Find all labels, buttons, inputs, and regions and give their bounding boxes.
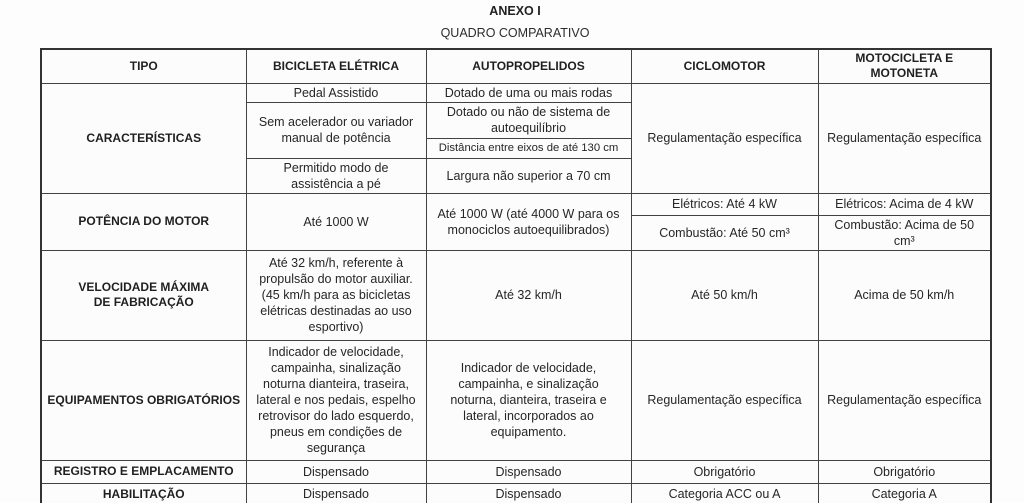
- cell-potencia-ciclomotor-eletricos: Elétricos: Até 4 kW: [631, 193, 818, 215]
- cell-potencia-motocicleta-eletricos: Elétricos: Acima de 4 kW: [818, 193, 991, 215]
- table-row: [41, 193, 991, 215]
- cell-registro-ciclomotor: Obrigatório: [631, 460, 818, 483]
- cell-caracteristicas-motocicleta: Regulamentação específica: [818, 83, 991, 193]
- cell-registro-bicicleta: Dispensado: [246, 460, 426, 483]
- cell-caracteristicas-autopropelidos-rodas: Dotado de uma ou mais rodas: [426, 83, 631, 102]
- table-header-row: [41, 49, 991, 83]
- cell-potencia-bicicleta: Até 1000 W: [246, 193, 426, 250]
- cell-habilitacao-autopropelidos: Dispensado: [426, 483, 631, 503]
- cell-registro-autopropelidos: Dispensado: [426, 460, 631, 483]
- page-title: ANEXO I: [489, 4, 541, 18]
- cell-velocidade-motocicleta: Acima de 50 km/h: [818, 250, 991, 340]
- cell-velocidade-ciclomotor: Até 50 km/h: [631, 250, 818, 340]
- page-subtitle: QUADRO COMPARATIVO: [440, 26, 590, 40]
- cell-equipamentos-bicicleta: Indicador de velocidade, campainha, sinalização noturna dianteira, traseira, lateral e nos pedais, espelho retrovisor do lado esquerdo, pneus em condições de segurança: [246, 340, 426, 460]
- table-row: [41, 250, 991, 340]
- cell-caracteristicas-autopropelidos-autoequilibrio: Dotado ou não de sistema de autoequilíbrio: [426, 102, 631, 138]
- cell-equipamentos-autopropelidos: Indicador de velocidade, campainha, e sinalização noturna, dianteira, traseira e lateral, incorporados ao equipamento.: [426, 340, 631, 460]
- table-row: [41, 340, 991, 460]
- cell-registro-motocicleta: Obrigatório: [818, 460, 991, 483]
- table-row: [41, 460, 991, 483]
- cell-equipamentos-ciclomotor: Regulamentação específica: [631, 340, 818, 460]
- cell-caracteristicas-label: CARACTERÍSTICAS: [41, 83, 246, 193]
- column-header-tipo: TIPO: [41, 49, 246, 83]
- cell-caracteristicas-bicicleta-sem-acelerador: Sem acelerador ou variador manual de potência: [246, 102, 426, 158]
- cell-velocidade-bicicleta: Até 32 km/h, referente à propulsão do motor auxiliar. (45 km/h para as bicicletas elétricas destinadas ao uso esportivo): [246, 250, 426, 340]
- cell-caracteristicas-autopropelidos-distancia-eixos: Distância entre eixos de até 130 cm: [426, 138, 631, 158]
- comparative-table: [40, 48, 992, 503]
- cell-caracteristicas-ciclomotor: Regulamentação específica: [631, 83, 818, 193]
- cell-habilitacao-bicicleta: Dispensado: [246, 483, 426, 503]
- column-header-ciclomotor: CICLOMOTOR: [631, 49, 818, 83]
- cell-caracteristicas-bicicleta-pedal-assistido: Pedal Assistido: [246, 83, 426, 102]
- column-header-bicicleta-eletrica: BICICLETA ELÉTRICA: [246, 49, 426, 83]
- column-header-motocicleta-motoneta: MOTOCICLETA E MOTONETA: [818, 49, 991, 83]
- cell-caracteristicas-bicicleta-assistencia-pe: Permitido modo de assistência a pé: [246, 158, 426, 193]
- cell-habilitacao-motocicleta: Categoria A: [818, 483, 991, 503]
- cell-equipamentos-motocicleta: Regulamentação específica: [818, 340, 991, 460]
- table-row: [41, 483, 991, 503]
- table-row: [41, 83, 991, 102]
- cell-potencia-motocicleta-combustao: Combustão: Acima de 50 cm³: [818, 215, 991, 250]
- cell-potencia-label: POTÊNCIA DO MOTOR: [41, 193, 246, 250]
- cell-habilitacao-ciclomotor: Categoria ACC ou A: [631, 483, 818, 503]
- cell-potencia-autopropelidos: Até 1000 W (até 4000 W para os monociclos autoequilibrados): [426, 193, 631, 250]
- cell-velocidade-autopropelidos: Até 32 km/h: [426, 250, 631, 340]
- cell-caracteristicas-autopropelidos-largura: Largura não superior a 70 cm: [426, 158, 631, 193]
- column-header-autopropelidos: AUTOPROPELIDOS: [426, 49, 631, 83]
- cell-registro-label: REGISTRO E EMPLACAMENTO: [41, 460, 246, 483]
- cell-equipamentos-label: EQUIPAMENTOS OBRIGATÓRIOS: [41, 340, 246, 460]
- cell-habilitacao-label: HABILITAÇÃO: [41, 483, 246, 503]
- cell-potencia-ciclomotor-combustao: Combustão: Até 50 cm³: [631, 215, 818, 250]
- cell-velocidade-label: VELOCIDADE MÁXIMA DE FABRICAÇÃO: [41, 250, 246, 340]
